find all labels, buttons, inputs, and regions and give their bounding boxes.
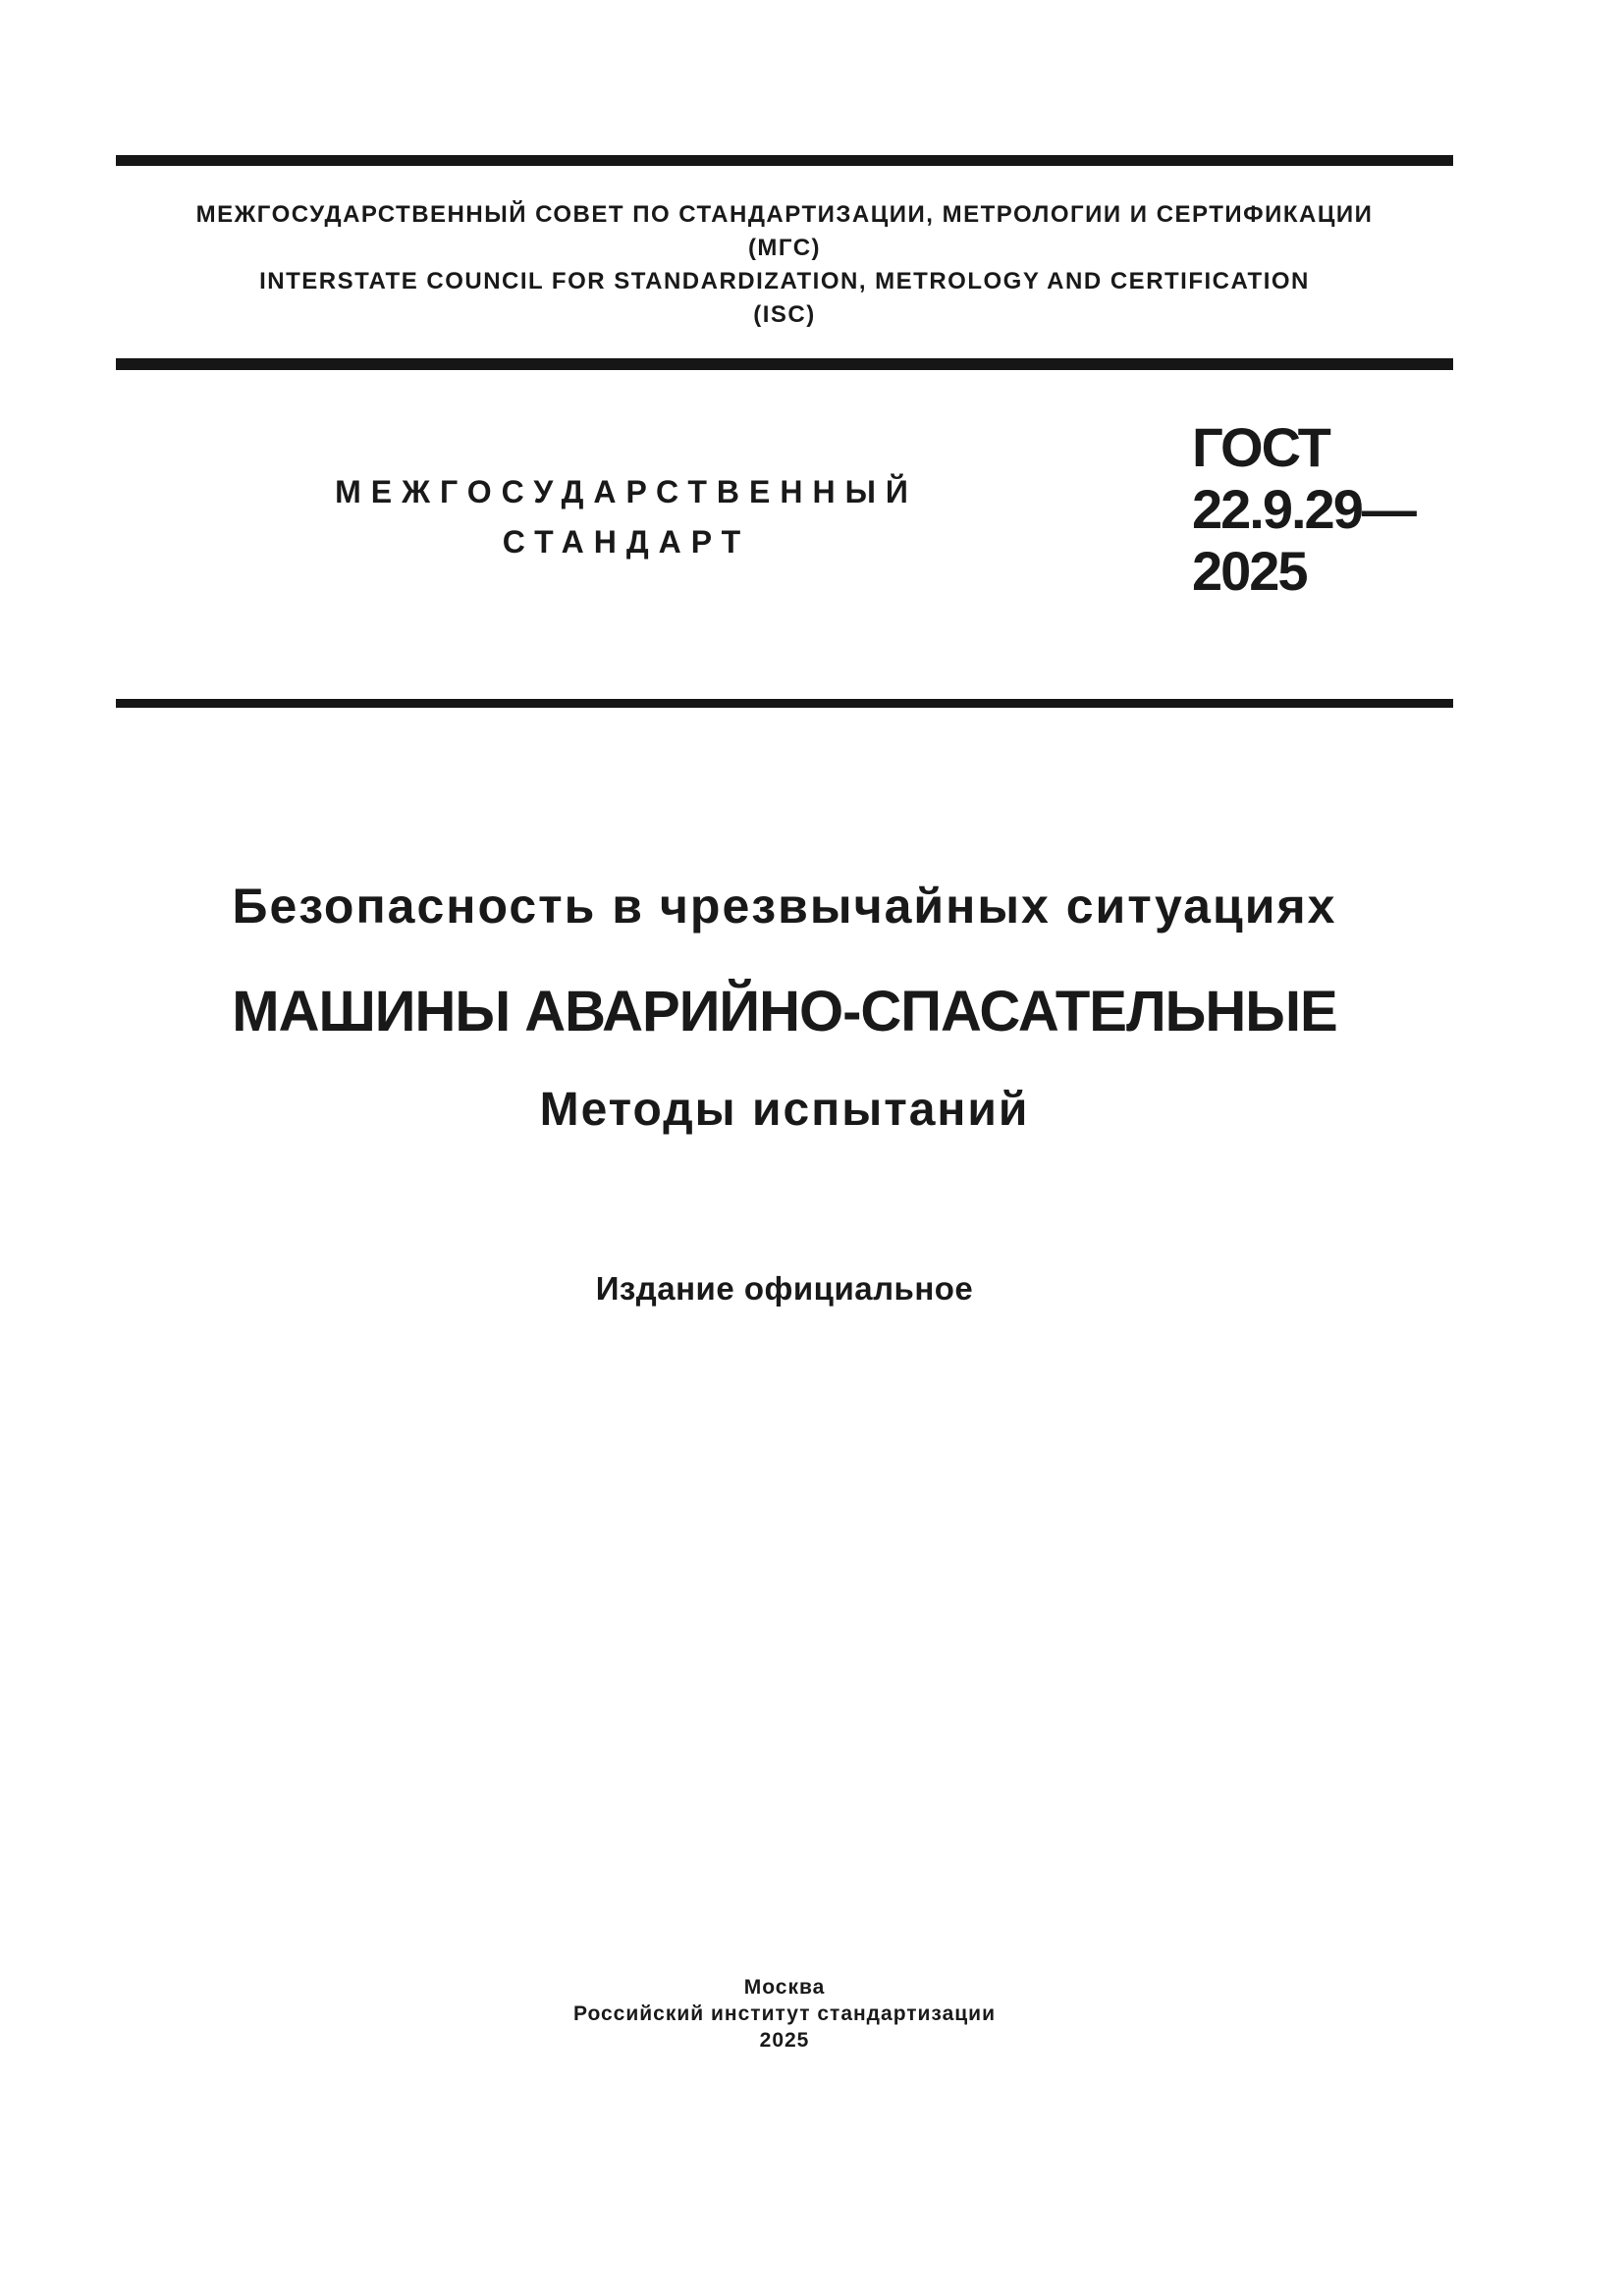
subtitle-methods: Методы испытаний xyxy=(539,1084,1030,1136)
council-header xyxy=(116,198,1453,332)
imprint-block xyxy=(116,1974,1453,2054)
council-name-en: INTERSTATE COUNCIL FOR STANDARDIZATION, METROLOGY AND CERTIFICATION xyxy=(259,268,1310,294)
top-rule xyxy=(116,155,1453,166)
band-divider-rule xyxy=(116,699,1453,708)
council-abbr-en: (ISC) xyxy=(753,301,816,328)
standard-type-line1: МЕЖГОСУДАРСТВЕННЫЙ xyxy=(335,474,918,509)
designation-prefix: ГОСТ xyxy=(1192,416,1329,478)
designation-number: 22.9.29— xyxy=(1192,478,1415,540)
standard-type-label xyxy=(116,467,1137,567)
imprint-publisher: Российский институт стандартизации xyxy=(572,2002,997,2025)
standard-designation xyxy=(1192,416,1415,602)
council-name-ru: МЕЖГОСУДАРСТВЕННЫЙ СОВЕТ ПО СТАНДАРТИЗАЦИИ, МЕТРОЛОГИИ И СЕРТИФИКАЦИИ xyxy=(195,201,1374,228)
official-edition-note: Издание официальное xyxy=(595,1270,974,1307)
designation-year: 2025 xyxy=(1192,540,1307,602)
council-abbr-ru: (МГС) xyxy=(747,235,822,261)
main-title: МАШИНЫ АВАРИЙНО-СПАСАТЕЛЬНЫЕ xyxy=(232,980,1337,1043)
header-divider-rule xyxy=(116,358,1453,370)
imprint-year: 2025 xyxy=(759,2029,810,2052)
standard-type-line2: СТАНДАРТ xyxy=(502,524,751,560)
imprint-city: Москва xyxy=(743,1976,826,1999)
subject-area-title: Безопасность в чрезвычайных ситуациях xyxy=(232,879,1337,934)
